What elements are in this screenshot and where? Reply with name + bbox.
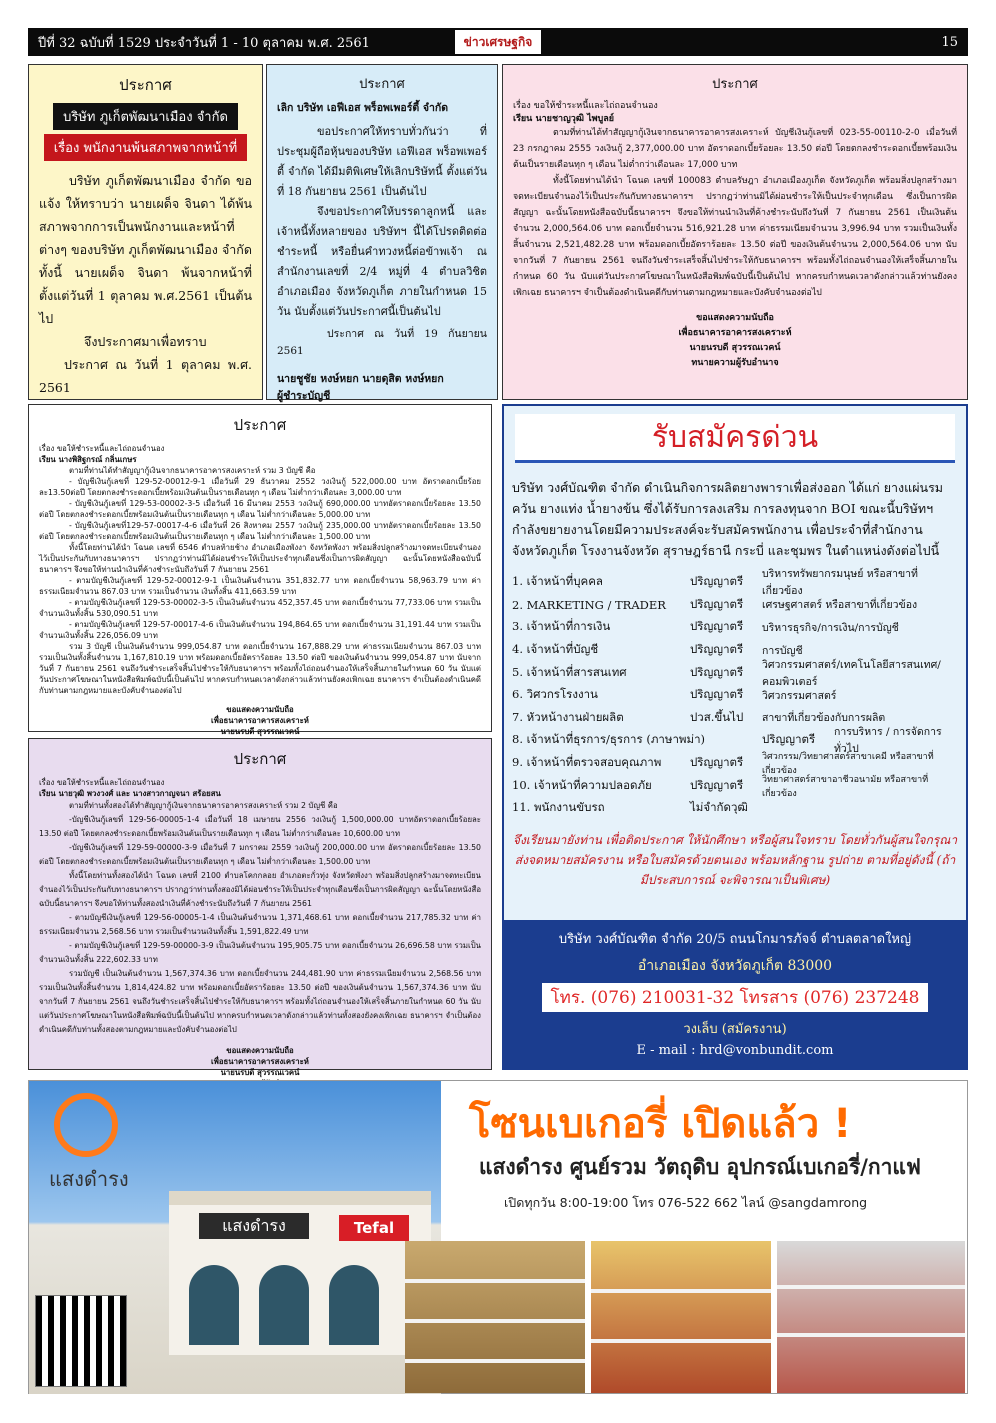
notice-date: ประกาศ ณ วันที่ 19 กันยายน 2561 <box>277 327 487 357</box>
bakery-advertisement <box>28 1080 968 1394</box>
job-application-note: จึงเรียนมายังท่าน เพื่อติดประกาศ ให้นักศึกษา หรือผู้สนใจทราบ โดยทั่วกันผู้สนใจกรุณาส่งจดหมายสมัครงาน หรือใบสมัครด้วยตนเอง พร้อมหลักฐาน รูปถ่าย ตามที่อยู่ดังนี้ (ถ้ามีประสบการณ์ จะพิจารณาเป็นพิเศษ) <box>512 832 958 887</box>
list-item <box>512 658 958 688</box>
list-item <box>512 684 958 707</box>
store-building-photo <box>29 1081 441 1394</box>
sign-line-3: นายนรบดี สุวรรณเวคน์ <box>220 1068 300 1077</box>
sign-line-2: เพื่อธนาคารอาคารสงเคราะห์ <box>211 1057 309 1066</box>
issue-info: ปีที่ 32 ฉบับที่ 1529 ประจำวันที่ 1 - 10 ตุลาคม พ.ศ. 2561 <box>38 35 370 51</box>
position-name: 8. เจ้าหน้าที่ธุรการ/ธุรการ (ภาษาพม่า) <box>512 732 706 747</box>
notice-line: -บัญชีเงินกู้เลขที่ 129-59-00000-3-9 เมื่อวันที่ 7 มกราคม 2559 วงเงินกู้ 200,000.00 บาท อัตราดอกเบี้ยร้อยละ 13.50 ต่อปี โดยตกลงชำระดอกเบี้ยพร้อมเงินต้นเป็นรายเดือนทุก ๆ เดือน ไม่ต่ำกว่าเดือนละ 1,500.00 บาท <box>39 843 481 866</box>
position-field: วิศวกรรม/วิทยาศาสตร์สาขาเคมี หรือสาขาที่เกี่ยวข้อง <box>762 752 934 777</box>
notice-para-2: ทั้งนี้โดยท่านได้นำ โฉนด เลขที่ 100083 ตำบลรัษฎา อำเภอเมืองภูเก็ต จังหวัดภูเก็ต พร้อมสิ่งปลูกสร้างมาจดทะเบียนจำนองไว้เป็นประกันกับทางธนาคารฯ ปรากฏว่าท่านมิได้ผ่อนชำระให้เป็นประจำทุกเดือน ซึ่งเป็นการผิดสัญญา ฉะนั้นโดยหนังสือฉบับนี้ธนาคารฯ จึงขอให้ท่านนำเงินที่ค้างชำระนับถึงวันที่ 7 กันยายน 2561 เป็นเงินต้นจำนวน 2,000,564.06 บาท ดอกเบี้ยจำนวน 516,921.28 บาท ค่าธรรมเนียมจำนวน 3,996.94 บาท รวมเป็นเงินทั้งสิ้นจำนวน 2,521,482.28 บาท พร้อมดอกเบี้ยอัตราร้อยละ 13.50 ต่อปี ของเงินต้นจำนวน 2,000,564.06 บาท นับจากวันที่ 7 กันยายน 2561 จนถึงวันชำระเสร็จสิ้นไปชำระให้กับธนาคารฯ พร้อมทั้งไถ่ถอนจำนองให้เสร็จสิ้นภายในกำหนด 60 วัน นับแต่วันประกาศโฆษณาในหนังสือพิมพ์ฉบับนี้เป็นต้นไป หากครบกำหนดเวลาดังกล่าวแล้วท่านยังคงเพิกเฉย ธนาคารฯ จำเป็นต้องดำเนินคดีกับท่านตามกฎหมายและบังคับจำนองต่อไป <box>513 176 957 298</box>
company-phone: โทร. (076) 210031-32 โทรสาร (076) 237248 <box>542 983 927 1012</box>
notice-title: ประกาศ <box>712 77 758 92</box>
notice-subject: เรื่อง ขอให้ชำระหนี้และไถ่ถอนจำนอง <box>39 444 165 453</box>
shelf-photo-2 <box>591 1241 771 1393</box>
notice-line: - ตามบัญชีเงินกู้เลขที่ 129-52-00012-9-1 เป็นเงินต้นจำนวน 351,832.77 บาท ดอกเบี้ยจำนวน 58,963.79 บาท ค่าธรรมเนียมจำนวน 867.03 บาท รวมเป็นจำนวน เงินทั้งสิ้น 411,663.59 บาท <box>39 576 481 596</box>
notice-recipient: เรียน นางพิสิฐกรณ์ กลิ่นเกษร <box>39 455 137 464</box>
notice-title: ประกาศ <box>359 77 405 92</box>
notice-company-dissolution <box>266 64 498 400</box>
job-recruitment-ad <box>502 404 968 1070</box>
list-item <box>512 616 958 639</box>
position-name: 5. เจ้าหน้าที่สารสนเทศ <box>512 664 627 679</box>
sign-line-3: นายนรบดี สุวรรณเวคน์ <box>689 343 781 353</box>
list-item <box>512 774 958 797</box>
sign-line-2: เพื่อธนาคารอาคารสงเคราะห์ <box>211 716 309 725</box>
sign-line-2: เพื่อธนาคารอาคารสงเคราะห์ <box>678 328 792 338</box>
position-name: 11. พนักงานขับรถ <box>512 800 605 815</box>
job-position-list <box>504 567 966 824</box>
notice-date: ประกาศ ณ วันที่ 1 ตุลาคม พ.ศ. 2561 <box>39 357 252 395</box>
arch-window <box>189 1265 239 1345</box>
list-item <box>512 594 958 617</box>
notice-body: บริษัท ภูเก็ตพัฒนาเมือง จำกัด ขอแจ้ง ให้ทราบว่า นายเผด็จ จินดา ได้พ้นสภาพจากการเป็นพนักงานและหน้าที่ต่างๆ ของบริษัท ภูเก็ตพัฒนาเมือง จำกัด ทั้งนี้ นายเผด็จ จินดา พ้นจากหน้าที่ตั้งแต่วันที่ 1 ตุลาคม พ.ศ.2561 เป็นต้นไป <box>39 173 252 326</box>
position-field: วิศวกรรมศาสตร์/เทคโนโลยีสารสนเทศ/คอมพิวเตอร์ <box>762 658 941 688</box>
notice-title: ประกาศ <box>233 750 287 768</box>
notice-line: - ตามบัญชีเงินกู้เลขที่ 129-53-00002-3-5 เป็นเงินต้นจำนวน 452,357.45 บาท ดอกเบี้ยจำนวน 77,733.06 บาท รวมเป็นจำนวนเงินทั้งสิ้น 530,090.51 บาท <box>39 598 481 618</box>
sign-line-1: ขอแสดงความนับถือ <box>226 1046 294 1055</box>
contact-bracket: วงเล็บ (สมัครงาน) <box>683 1022 787 1037</box>
position-name: 10. เจ้าหน้าที่ความปลอดภัย <box>512 777 652 792</box>
notice-debt-demand-1 <box>502 64 968 400</box>
ad-headline: โซนเบเกอรี่ เปิดแล้ว ! <box>469 1101 852 1147</box>
notice-staff-termination <box>28 64 263 400</box>
position-name: 3. เจ้าหน้าที่การเงิน <box>512 619 611 634</box>
notice-signers: นายชูชัย หงษ์หยก นายดุสิต หงษ์หยก <box>277 372 444 385</box>
notice-line: - ตามบัญชีเงินกู้เลขที่ 129-56-00005-1-4 เป็นเงินต้นจำนวน 1,371,468.61 บาท ดอกเบี้ยจำนวน 217,785.32 บาท ค่าธรรมเนียมจำนวน 2,568.56 บาท รวมเป็นจำนวนเงินทั้งสิ้น 1,591,822.49 บาท <box>39 913 481 936</box>
notice-line: รวม 3 บัญชี เป็นเงินต้นจำนวน 999,054.87 บาท ดอกเบี้ยจำนวน 167,888.29 บาท ค่าธรรมเนียมจำนวน 867.03 บาท รวมเป็นเงินทั้งสิ้นจำนวน 1,167,810.19 บาท พร้อมดอกเบี้ยอัตราร้อยละ 13.50 ต่อปี ของเงินต้นจำนวน 999,054.87 บาท นับจากวันที่ 7 กันยายน 2561 จนถึงวันชำระเสร็จสิ้นไปชำระให้กับธนาคารฯ พร้อมทั้งไถ่ถอนจำนองให้เสร็จสิ้นภายในกำหนด 60 วัน นับแต่วันประกาศโฆษณาในหนังสือพิมพ์ฉบับนี้เป็นต้นไป หากครบกำหนดเวลาดังกล่าวแล้วท่านยังคงเพิกเฉย ธนาคารฯ จำเป็นต้องดำเนินคดีกับท่านตามกฎหมายและบังคับจำนองต่อไป <box>39 642 481 695</box>
position-name: 2. MARKETING / TRADER <box>512 597 666 612</box>
job-intro: บริษัท วงศ์บัณฑิต จำกัด ดำเนินกิจการผลิตยางพาราเพื่อส่งออก ได้แก่ ยางแผ่นรมควัน ยางแท่ง น้ำยางข้น ซึ่งได้รับการลงเสริม การลงทุนจาก BOI ขณะนี้บริษัทฯกำลังขยายงานโดยมีความประสงค์จะรับสมัครพนักงาน เพื่อประจำที่สำนักงานจังหวัดภูเก็ต โรงงานจังหวัด สุราษฎร์ธานี กระบี่ และชุมพร ในตำแหน่งดังต่อไปนี้ <box>512 480 944 558</box>
building-sign: แสงดำรง <box>199 1213 309 1239</box>
position-degree: ปริญญาตรี <box>690 755 744 770</box>
position-degree: ปวส.ขึ้นไป <box>690 709 744 724</box>
sangdamrong-logo-icon <box>54 1093 118 1157</box>
notice-line: รวมบัญชี เป็นเงินต้นจำนวน 1,567,374.36 บาท ดอกเบี้ยจำนวน 244,481.90 บาท ค่าธรรมเนียมจำนวน 2,568.56 บาท รวมเป็นเงินทั้งสิ้นจำนวน 1,814,424.82 บาท พร้อมดอกเบี้ยอัตราร้อยละ 13.50 ต่อปี ของเงินต้นจำนวน 1,567,374.36 บาท นับจากวันที่ 7 กันยายน 2561 จนถึงวันชำระเสร็จสิ้นไปชำระให้กับธนาคารฯ พร้อมทั้งไถ่ถอนจำนองให้เสร็จสิ้นภายในกำหนด 60 วัน นับแต่วันประกาศโฆษณาในหนังสือพิมพ์ฉบับนี้เป็นต้นไป หากครบกำหนดเวลาดังกล่าวแล้วท่านทั้งสองยังคงเพิกเฉย ธนาคารฯ จำเป็นต้องดำเนินคดีกับท่านทั้งสองตามกฎหมายและบังคับจำนองต่อไป <box>39 969 481 1034</box>
notice-line: ตามที่ท่านทั้งสองได้ทำสัญญากู้เงินจากธนาคารอาคารสงเคราะห์ รวม 2 บัญชี คือ <box>69 801 338 810</box>
building-facade <box>169 1191 431 1355</box>
ad-contact-info: เปิดทุกวัน 8:00-19:00 โทร 076-522 662 ไลน์ @sangdamrong <box>504 1195 868 1210</box>
position-name: 9. เจ้าหน้าที่ตรวจสอบคุณภาพ <box>512 755 662 770</box>
qr-code-icon <box>35 1295 127 1387</box>
position-field: วิศวกรรมศาสตร์ <box>762 689 837 702</box>
notice-line: - บัญชีเงินกู้เลขที่129-57-00017-4-6 เมื่อวันที่ 26 สิงหาคม 2557 วงเงินกู้ 235,000.00 บาทอัตราดอกเบี้ยร้อยละ 13.50 ต่อปี โดยตกลงชำระดอกเบี้ยพร้อมเงินต้นเป็นรายเดือนทุก ๆ เดือน ไม่ต่ำกว่าเดือนละ 1,500.00 บาท <box>39 521 481 541</box>
position-degree: ปริญญาตรี <box>690 642 744 657</box>
notice-debt-demand-3 <box>28 738 492 1077</box>
company-address-2: อำเภอเมือง จังหวัดภูเก็ต 83000 <box>637 958 833 974</box>
sign-line-1: ขอแสดงความนับถือ <box>696 313 774 323</box>
notice-recipient: เรียน นายวุฒิ พวงวงศ์ และ นางสาวกาญจนา สร้อยสน <box>39 789 221 798</box>
notice-subject: เรื่อง ขอให้ชำระหนี้และไถ่ถอนจำนอง <box>39 778 165 787</box>
sign-line-4: ทนายความผู้รับอำนาจ <box>691 358 779 368</box>
notice-para-2: จึงขอประกาศให้บรรดาลูกหนี้ และเจ้าหนี้ทั้งหลายของ บริษัทฯ นี้ได้โปรดติดต่อชำระหนี้ หรือยื่นคำทวงหนี้ต่อข้าพเจ้า ณ สำนักงานเลขที่ 2/4 หมู่ที่ 4 ตำบลวิชิต อำเภอเมือง จังหวัดภูเก็ต ภายในกำหนด 15 วัน นับตั้งแต่วันประกาศนี้เป็นต้นไป <box>277 204 487 318</box>
masthead-logo: ข่าวเศรษฐกิจ <box>455 30 541 54</box>
notice-para-1: ขอประกาศให้ทราบทั่วกันว่า ที่ประชุมผู้ถือหุ้นของบริษัท เอฟีเอส พร็อพเพอร์ตี้ จำกัด ได้มีมติพิเศษให้เลิกบริษัทนี้ ตั้งแต่วันที่ 18 กันยายน 2561 เป็นต้นไป <box>277 124 487 198</box>
logo-text: แสงดำรง <box>49 1167 129 1191</box>
position-degree: ปริญญาตรี <box>690 596 744 611</box>
position-field: การบริหาร / การจัดการทั่วไป <box>834 726 942 756</box>
job-contact-footer <box>504 920 966 1068</box>
contact-email: E - mail : hrd@vonbundit.com <box>636 1043 834 1058</box>
position-degree: ไม่จำกัดวุฒิ <box>690 800 748 815</box>
notice-line: ทั้งนี้โดยท่านทั้งสองได้นำ โฉนด เลขที่ 2100 ตำบลโคกกลอย อำเภอตะกั่วทุ่ง จังหวัดพังงา พร้อมสิ่งปลูกสร้างมาจดทะเบียนจำนองไว้เป็นประกันกับทางธนาคารฯ ปรากฏว่าท่านทั้งสองมิได้ผ่อนชำระให้เป็นประจำทุกเดือนซึ่งเป็นการผิดสัญญา ฉะนั้นโดยหนังสือฉบับนี้ธนาคารฯ จึงขอให้ท่านทั้งสองนำเงินที่ค้างชำระนับถึงวันที่ 7 กันยายน 2561 <box>39 871 481 908</box>
sign-line-3: นายนรบดี สุวรรณเวคน์ <box>220 727 300 736</box>
notice-subject: เรื่อง ขอให้ชำระหนี้และไถ่ถอนจำนอง <box>513 101 658 111</box>
notice-line: ตามที่ท่านได้ทำสัญญากู้เงินจากธนาคารอาคารสงเคราะห์ รวม 3 บัญชี คือ <box>69 466 316 475</box>
position-degree: ปริญญาตรี <box>690 619 744 634</box>
company-tag: บริษัท ภูเก็ตพัฒนาเมือง จำกัด <box>53 103 238 130</box>
position-field: บริหารทรัพยากรมนุษย์ หรือสาขาที่เกี่ยวข้อง <box>762 568 918 598</box>
arch-window <box>329 1265 379 1345</box>
position-name: 6. วิศวกรโรงงาน <box>512 687 598 702</box>
position-field: การบัญชี <box>762 644 803 657</box>
position-field: วิทยาศาสตร์สาขาอาชีวอนามัย หรือสาขาที่เกี่ยวข้อง <box>762 774 929 799</box>
position-field: สาขาที่เกี่ยวข้องกับการผลิต <box>762 712 886 725</box>
shelf-line <box>777 1333 965 1337</box>
shelf-line <box>591 1339 771 1343</box>
job-title: รับสมัครด่วน <box>651 420 819 455</box>
arch-window <box>259 1265 309 1345</box>
position-degree: ปริญญาตรี <box>690 777 744 792</box>
shelf-line <box>405 1279 585 1283</box>
page-number: 15 <box>941 34 958 50</box>
company-address-1: บริษัท วงศ์บัณฑิต จำกัด 20/5 ถนนโกมารภัจจ์ ตำบลตลาดใหญ่ <box>558 932 912 947</box>
notice-debt-demand-2 <box>28 404 492 736</box>
job-header <box>515 414 955 463</box>
shelf-line <box>777 1285 965 1289</box>
position-degree: ปริญญาตรี <box>690 664 744 679</box>
notice-line: - บัญชีเงินกู้เลขที่ 129-52-00012-9-1 เมื่อวันที่ 29 ธันวาคม 2552 วงเงินกู้ 522,000.00 บาท อัตราดอกเบี้ยร้อยละ13.50ต่อปี โดยตกลงชำระดอกเบี้ยพร้อมเงินต้นเป็นรายเดือนทุก ๆ เดือน ไม่ต่ำกว่าเดือนละ 3,000.00 บาท <box>39 477 481 497</box>
notice-line: - บัญชีเงินกู้เลขที่ 129-53-00002-3-5 เมื่อวันที่ 16 มีนาคม 2553 วงเงินกู้ 690,000.00 บาทอัตราดอกเบี้ยร้อยละ 13.50 ต่อปี โดยตกลงชำระดอกเบี้ยพร้อมเงินต้นเป็นรายเดือนทุก ๆ เดือน ไม่ต่ำกว่าเดือนละ 5,000.00 บาท <box>39 499 481 519</box>
shelf-photo-1 <box>405 1241 585 1393</box>
list-item <box>512 568 958 598</box>
position-name: 4. เจ้าหน้าที่บัญชี <box>512 642 599 657</box>
notice-line: - ตามบัญชีเงินกู้เลขที่ 129-57-00017-4-6 เป็นเงินต้นจำนวน 194,864.65 บาท ดอกเบี้ยจำนวน 31,191.44 บาท รวมเป็นจำนวนเงินทั้งสิ้น 226,056.09 บาท <box>39 620 481 640</box>
list-item <box>512 797 958 820</box>
position-name: 1. เจ้าหน้าที่บุคคล <box>512 574 603 589</box>
notice-recipient: เรียน นายชาญวุฒิ ไพบูลย์ <box>513 113 615 124</box>
ad-subheadline: แสงดำรง ศูนย์รวม วัตถุดิบ อุปกรณ์เบเกอรี่/กาแฟ <box>479 1155 921 1179</box>
shelf-photo-3 <box>777 1241 965 1393</box>
sign-line-1: ขอแสดงความนับถือ <box>226 705 294 714</box>
notice-subject: เลิก บริษัท เอฟีเอส พร็อพเพอร์ตี้ จำกัด <box>277 102 449 114</box>
shelf-line <box>591 1289 771 1293</box>
position-field: เศรษฐศาสตร์ หรือสาขาที่เกี่ยวข้อง <box>762 599 918 612</box>
notice-para-1: ตามที่ท่านได้ทำสัญญากู้เงินจากธนาคารอาคารสงเคราะห์ บัญชีเงินกู้เลขที่ 023-55-00110-2-0 เมื่อวันที่ 23 กรกฎาคม 2555 วงเงินกู้ 2,377,000.00 บาท อัตราดอกเบี้ยร้อยละ 13.50 ต่อปี โดยตกลงชำระดอกเบี้ยพร้อมเงินต้นเป็นรายเดือนทุก ๆ เดือน ไม่ต่ำกว่าเดือนละ 17,000 บาท <box>513 128 957 170</box>
notice-title: ประกาศ <box>119 76 172 94</box>
notice-line: - ตามบัญชีเงินกู้เลขที่ 129-59-00000-3-9 เป็นเงินต้นจำนวน 195,905.75 บาท ดอกเบี้ยจำนวน 26,696.58 บาท รวมเป็นจำนวนเงินทั้งสิ้น 222,602.33 บาท <box>39 941 481 964</box>
position-degree: ปริญญาตรี <box>762 732 816 747</box>
notice-role: ผู้ชำระบัญชี <box>277 390 331 402</box>
position-field: บริหารธุรกิจ/การเงิน/การบัญชี <box>762 621 899 634</box>
position-name: 7. หัวหน้างานฝ่ายผลิต <box>512 709 624 724</box>
shelf-line <box>405 1319 585 1323</box>
tefal-sign: Tefal <box>339 1215 409 1241</box>
notice-title: ประกาศ <box>233 416 287 434</box>
position-degree: ปริญญาตรี <box>690 574 744 589</box>
position-degree: ปริญญาตรี <box>690 687 744 702</box>
notice-line: ทั้งนี้โดยท่านได้นำ โฉนด เลขที่ 6546 ตำบลท้ายช้าง อำเภอเมืองพังงา จังหวัดพังงา พร้อมสิ่งปลูกสร้างมาจดทะเบียนจำนองไว้เป็นประกันกับทางธนาคารฯ ปรากฏว่าท่านมิได้ผ่อนชำระให้เป็นประจำทุกเดือนซึ่งเป็นการผิดสัญญา ฉะนั้นโดยหนังสือฉบับนี้ธนาคารฯ จึงขอให้ท่านนำเงินที่ค้างชำระนับถึงวันที่ 7 กันยายน 2561 <box>39 543 481 574</box>
notice-line: -บัญชีเงินกู้เลขที่ 129-56-00005-1-4 เมื่อวันที่ 18 เมษายน 2556 วงเงินกู้ 1,500,000.00 บาทอัตราดอกเบี้ยร้อยละ 13.50 ต่อปี โดยตกลงชำระดอกเบี้ยพร้อมเงินต้นเป็นรายเดือนทุก ๆ เดือน ไม่ต่ำกว่าเดือนละ 10,600.00 บาท <box>39 815 481 838</box>
shelf-line <box>405 1359 585 1363</box>
notice-closing: จึงประกาศมาเพื่อทราบ <box>84 334 207 349</box>
subject-tag: เรื่อง พนักงานพ้นสภาพจากหน้าที่ <box>44 134 248 161</box>
